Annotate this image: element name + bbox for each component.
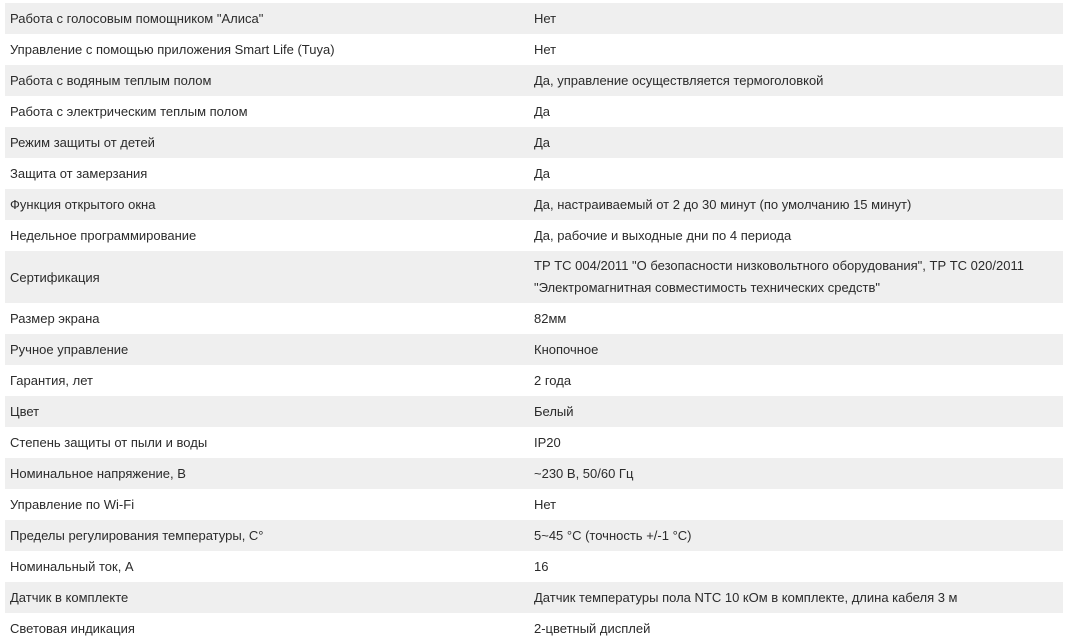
spec-label: Управление с помощью приложения Smart Life (Tuya) — [10, 42, 335, 57]
spec-label: Степень защиты от пыли и воды — [10, 435, 208, 450]
spec-label: Датчик в комплекте — [10, 590, 129, 605]
spec-value: Нет — [534, 10, 557, 26]
specifications-table — [5, 3, 1063, 644]
spec-label: Пределы регулирования температуры, С° — [10, 528, 264, 543]
spec-value: 2-цветный дисплей — [534, 620, 651, 636]
spec-value: Да, рабочие и выходные дни по 4 периода — [534, 227, 792, 243]
spec-label: Защита от замерзания — [10, 166, 148, 181]
spec-row-open-window — [5, 189, 1063, 220]
spec-row-temperature-range — [5, 520, 1063, 551]
spec-label: Работа с голосовым помощником "Алиса" — [10, 11, 264, 26]
spec-value: 16 — [534, 558, 549, 574]
spec-label: Работа с водяным теплым полом — [10, 73, 212, 88]
spec-row-wifi-control — [5, 489, 1063, 520]
spec-row-weekly-programming — [5, 220, 1063, 251]
spec-row-electric-floor — [5, 96, 1063, 127]
spec-row-rated-voltage — [5, 458, 1063, 489]
spec-row-water-floor — [5, 65, 1063, 96]
spec-row-ingress-protection — [5, 427, 1063, 458]
spec-label: Функция открытого окна — [10, 197, 156, 212]
spec-row-color — [5, 396, 1063, 427]
spec-row-child-lock — [5, 127, 1063, 158]
spec-value: Да — [534, 134, 551, 150]
spec-row-voice-assistant — [5, 3, 1063, 34]
spec-row-sensor-included — [5, 582, 1063, 613]
spec-row-light-indication — [5, 613, 1063, 644]
spec-label: Ручное управление — [10, 342, 129, 357]
spec-row-screen-size — [5, 303, 1063, 334]
spec-value: Да — [534, 165, 551, 181]
spec-row-smart-life-app — [5, 34, 1063, 65]
spec-label: Работа с электрическим теплым полом — [10, 104, 248, 119]
spec-value: Да, управление осуществляется термоголовкой — [534, 72, 824, 88]
spec-value: Нет — [534, 496, 557, 512]
spec-row-frost-protection — [5, 158, 1063, 189]
spec-label: Управление по Wi-Fi — [10, 497, 135, 512]
spec-label: Режим защиты от детей — [10, 135, 155, 150]
spec-row-rated-current — [5, 551, 1063, 582]
spec-label: Световая индикация — [10, 621, 135, 636]
spec-value: 82мм — [534, 310, 567, 326]
spec-label: Цвет — [10, 404, 40, 419]
spec-value: IP20 — [534, 434, 561, 450]
spec-row-certification — [5, 251, 1063, 303]
spec-value: Белый — [534, 403, 574, 419]
spec-value: 5~45 °С (точность +/-1 °С) — [534, 527, 692, 543]
spec-value: Кнопочное — [534, 341, 599, 357]
spec-value: ТР ТС 004/2011 "О безопасности низковольтного оборудования", ТР ТС 020/2011 "Электромагнитная совместимость технических средств" — [534, 258, 1024, 295]
spec-row-warranty — [5, 365, 1063, 396]
spec-label: Гарантия, лет — [10, 373, 93, 388]
spec-label: Размер экрана — [10, 311, 100, 326]
spec-label: Номинальный ток, А — [10, 559, 134, 574]
spec-label: Сертификация — [10, 269, 100, 285]
spec-row-manual-control — [5, 334, 1063, 365]
spec-value: Да — [534, 103, 551, 119]
spec-value: ~230 В, 50/60 Гц — [534, 465, 634, 481]
spec-value: Датчик температуры пола NTC 10 кОм в комплекте, длина кабеля 3 м — [534, 589, 958, 605]
spec-value: Нет — [534, 41, 557, 57]
spec-value: Да, настраиваемый от 2 до 30 минут (по умолчанию 15 минут) — [534, 196, 912, 212]
spec-label: Недельное программирование — [10, 228, 197, 243]
spec-value: 2 года — [534, 372, 572, 388]
spec-label: Номинальное напряжение, В — [10, 466, 186, 481]
